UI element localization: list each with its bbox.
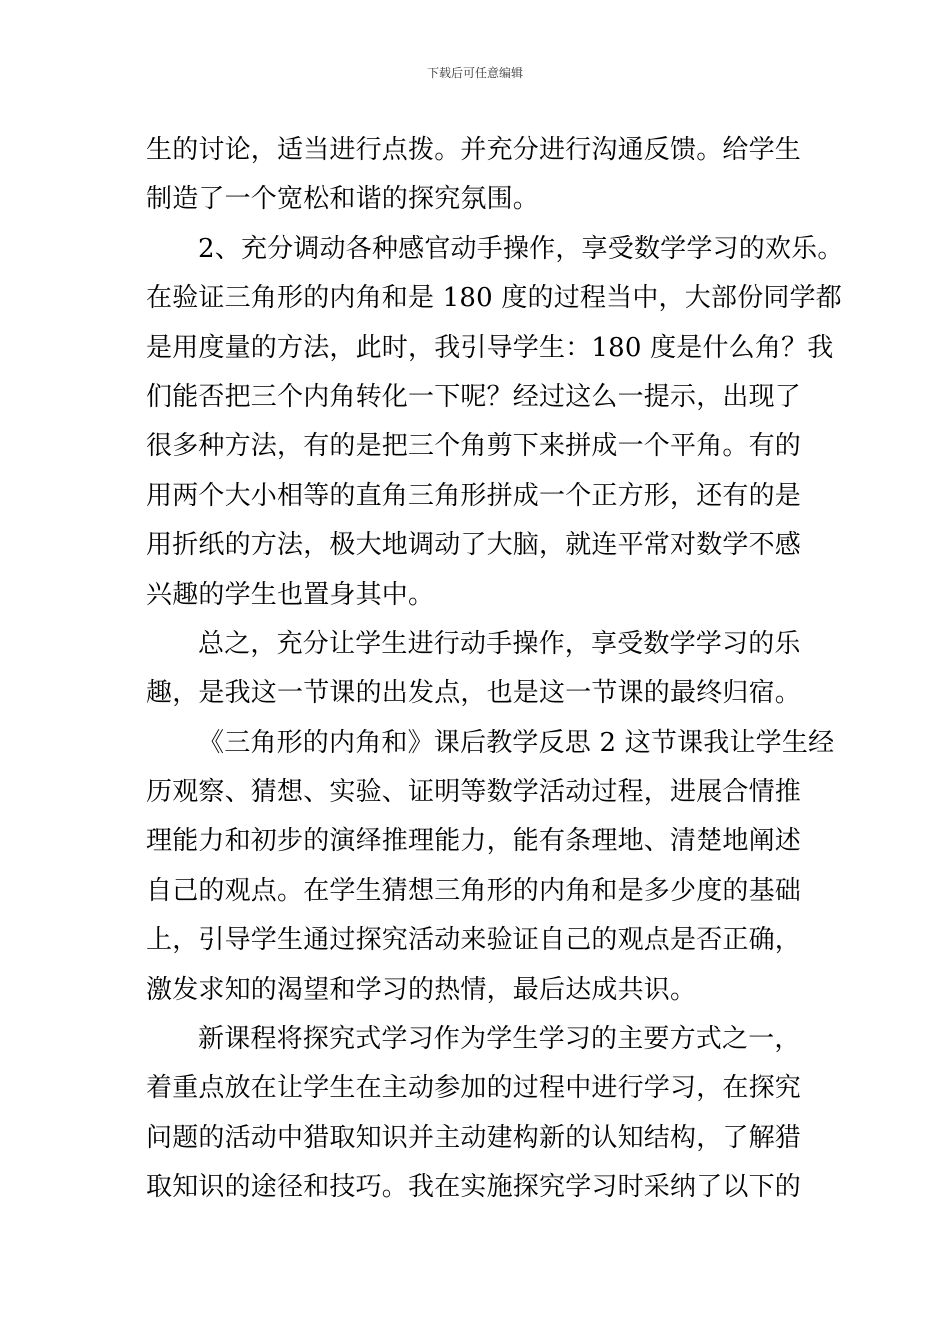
text-line: 总之，充分让学生进行动手操作，享受数学学习的乐 xyxy=(198,628,801,659)
text-line: 们能否把三个内角转化一下呢？经过这么一提示，出现了 xyxy=(146,381,802,412)
text-line: 是用度量的方法，此时，我引导学生：180 度是什么角？我 xyxy=(146,332,834,363)
text-line: 用两个大小相等的直角三角形拼成一个正方形，还有的是 xyxy=(146,480,802,511)
document-body xyxy=(146,126,844,1213)
text-line: 着重点放在让学生在主动参加的过程中进行学习，在探究 xyxy=(146,1073,802,1104)
text-line: 新课程将探究式学习作为学生学习的主要方式之一， xyxy=(198,1024,801,1055)
text-line: 理能力和初步的演绎推理能力，能有条理地、清楚地阐述 xyxy=(146,826,802,857)
text-line: 自己的观点。在学生猜想三角形的内角和是多少度的基础 xyxy=(146,875,802,906)
text-line: 历观察、猜想、实验、证明等数学活动过程，进展合情推 xyxy=(146,777,802,808)
text-line: 很多种方法，有的是把三个角剪下来拼成一个平角。有的 xyxy=(146,431,802,462)
paragraph-3 xyxy=(146,620,836,719)
text-line: 2、充分调动各种感官动手操作，享受数学学习的欢乐。 xyxy=(198,233,844,264)
text-line: 激发求知的渴望和学习的热情，最后达成共识。 xyxy=(146,974,697,1005)
text-line: 上，引导学生通过探究活动来验证自己的观点是否正确， xyxy=(146,925,802,956)
text-line: 用折纸的方法，极大地调动了大脑，就连平常对数学不感 xyxy=(146,530,802,561)
text-line: 生的讨论，适当进行点拨。并充分进行沟通反馈。给学生 xyxy=(146,135,802,165)
text-line: 《三角形的内角和》课后教学反思 2 这节课我让学生经 xyxy=(198,727,835,758)
page-header: 下载后可任意编辑 xyxy=(426,66,523,80)
text-line: 取知识的途径和技巧。我在实施探究学习时采纳了以下的 xyxy=(146,1172,802,1203)
text-line: 兴趣的学生也置身其中。 xyxy=(146,579,435,610)
paragraph-4 xyxy=(146,719,836,1015)
paragraph-1 xyxy=(146,126,836,225)
text-line: 问题的活动中猎取知识并主动建构新的认知结构，了解猎 xyxy=(146,1122,802,1153)
text-line: 制造了一个宽松和谐的探究氛围。 xyxy=(146,184,540,215)
text-line: 趣，是我这一节课的出发点，也是这一节课的最终归宿。 xyxy=(146,678,802,709)
text-line: 在验证三角形的内角和是 180 度的过程当中，大部份同学都 xyxy=(146,283,842,314)
paragraph-2 xyxy=(146,225,844,620)
paragraph-5 xyxy=(146,1015,836,1213)
